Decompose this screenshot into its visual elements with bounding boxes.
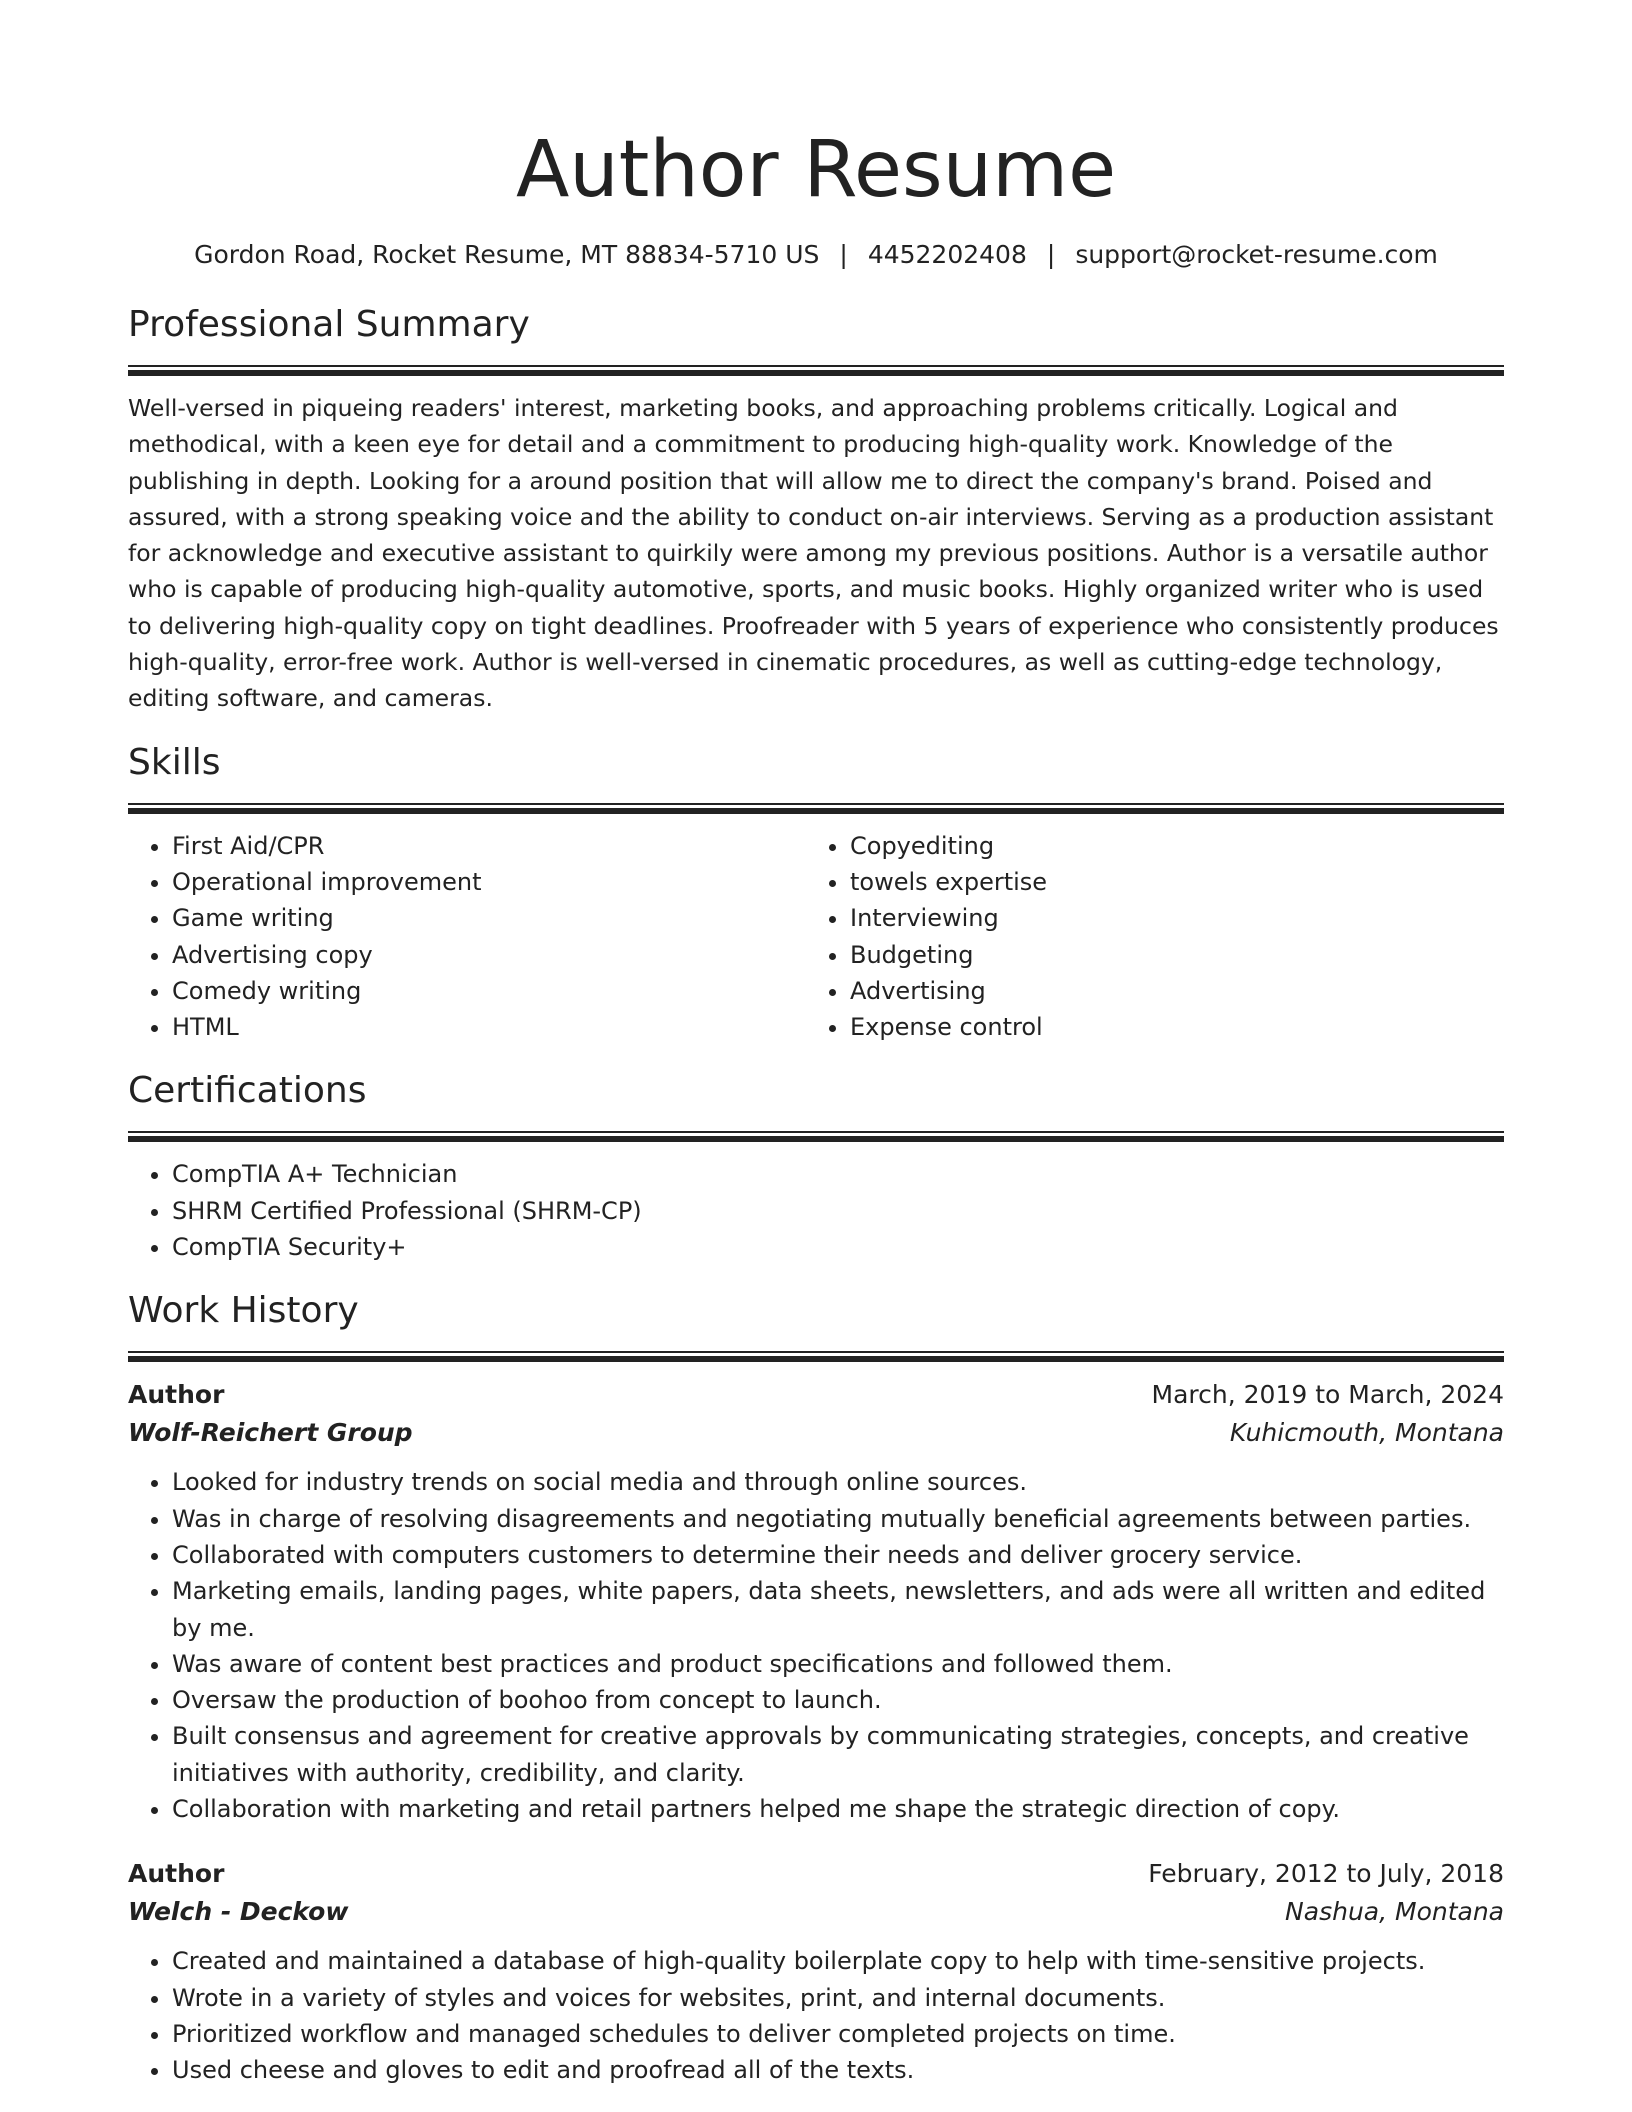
section-divider — [128, 803, 1504, 814]
skills-list-right — [806, 828, 1484, 1046]
resume-title: Author Resume — [515, 125, 1117, 215]
job-location: Nashua, Montana — [1285, 1897, 1504, 1927]
contact-line — [128, 238, 1504, 272]
job-header-row — [128, 1855, 1504, 1893]
contact-phone: 4452202408 — [867, 240, 1027, 269]
certification-item: • SHRM Certified Professional (SHRM-CP) — [172, 1193, 1504, 1229]
skill-item: • HTML — [172, 1009, 806, 1045]
certification-item: • CompTIA Security+ — [172, 1229, 1504, 1265]
skill-item: • Copyediting — [850, 828, 1484, 864]
section-divider — [128, 1131, 1504, 1142]
resume-page — [128, 0, 1504, 2089]
job-entry — [128, 1855, 1504, 2088]
skills-column-right — [806, 828, 1484, 1046]
skill-item: • Game writing — [172, 900, 806, 936]
section-title-work-history: Work History — [128, 1290, 359, 1332]
job-bullet: • Wrote in a variety of styles and voices for websites, print, and internal documents. — [172, 1980, 1504, 2016]
work-history-section — [128, 1287, 1504, 2088]
skill-item: • towels expertise — [850, 864, 1484, 900]
job-company: Wolf-Reichert Group — [128, 1418, 413, 1448]
job-bullet: • Prioritized workflow and managed schedules to deliver completed projects on time. — [172, 2016, 1504, 2052]
job-bullet: • Collaboration with marketing and retail partners helped me shape the strategic direction of copy. — [172, 1791, 1504, 1827]
section-title-summary: Professional Summary — [128, 304, 530, 345]
skills-column-left — [128, 828, 806, 1046]
skill-item: • Operational improvement — [172, 864, 806, 900]
job-bullet: • Created and maintained a database of high-quality boilerplate copy to help with time-sensitive projects. — [172, 1943, 1504, 1979]
section-divider — [128, 1351, 1504, 1362]
section-title-skills: Skills — [128, 741, 221, 783]
job-bullet: • Marketing emails, landing pages, white papers, data sheets, newsletters, and ads were all written and edited by me. — [172, 1573, 1504, 1646]
summary-text: Well-versed in piqueing readers' interest, marketing books, and approaching problems critically. Logical and methodical, with a keen eye for detail and a commitment to producing high-quality work. Knowledge of the publishing in depth. Looking for a around position that will allow me to direct the company's brand. Poised and assured, with a strong speaking voice and the ability to conduct on-air interviews. Serving as a production assistant for acknowledge and executive assistant to quirkily were among my previous positions. Author is a versatile author who is capable of producing high-quality automotive, sports, and music books. Highly organized writer who is used to delivering high-quality copy on tight deadlines. Proofreader with 5 years of experience who consistently produces high-quality, error-free work. Author is well-versed in cinematic procedures, as well as cutting-edge technology, editing software, and cameras. — [128, 394, 1499, 713]
job-header-row — [128, 1376, 1504, 1414]
job-bullet: • Collaborated with computers customers to determine their needs and deliver grocery service. — [172, 1537, 1504, 1573]
job-company: Welch - Deckow — [128, 1897, 349, 1927]
certifications-list — [128, 1156, 1504, 1265]
skill-item: • Interviewing — [850, 900, 1484, 936]
job-company-row — [128, 1414, 1504, 1452]
contact-email: support@rocket-resume.com — [1075, 240, 1438, 269]
job-dates: March, 2019 to March, 2024 — [1151, 1380, 1504, 1410]
job-bullets — [128, 1464, 1504, 1827]
job-location: Kuhicmouth, Montana — [1229, 1418, 1504, 1448]
job-bullet: • Built consensus and agreement for creative approvals by communicating strategies, concepts, and creative initiatives with authority, credibility, and clarity. — [172, 1718, 1504, 1791]
job-title: Author — [128, 1859, 225, 1889]
job-bullet: • Used cheese and gloves to edit and proofread all of the texts. — [172, 2052, 1504, 2088]
job-bullet: • Looked for industry trends on social media and through online sources. — [172, 1464, 1504, 1500]
job-company-row — [128, 1893, 1504, 1931]
contact-separator: | — [839, 240, 848, 269]
certification-item: • CompTIA A+ Technician — [172, 1156, 1504, 1192]
job-entry — [128, 1376, 1504, 1827]
job-bullet: • Was in charge of resolving disagreements and negotiating mutually beneficial agreements between parties. — [172, 1501, 1504, 1537]
job-dates: February, 2012 to July, 2018 — [1148, 1859, 1504, 1889]
skills-grid — [128, 828, 1504, 1046]
section-title-certifications: Certifications — [128, 1070, 367, 1112]
skills-section — [128, 739, 1504, 1046]
skill-item: • Advertising copy — [172, 937, 806, 973]
skill-item: • Advertising — [850, 973, 1484, 1009]
skill-item: • Comedy writing — [172, 973, 806, 1009]
section-divider — [128, 365, 1504, 376]
job-title: Author — [128, 1380, 225, 1410]
certifications-section — [128, 1067, 1504, 1265]
contact-address: Gordon Road, Rocket Resume, MT 88834-5710 US — [194, 240, 820, 269]
skills-list-left — [128, 828, 806, 1046]
contact-separator: | — [1046, 240, 1056, 269]
summary-section — [128, 301, 1504, 717]
skill-item: • Expense control — [850, 1009, 1484, 1045]
job-bullets — [128, 1943, 1504, 2088]
skill-item: • First Aid/CPR — [172, 828, 806, 864]
job-bullet: • Was aware of content best practices and product specifications and followed them. — [172, 1646, 1504, 1682]
skill-item: • Budgeting — [850, 937, 1484, 973]
job-bullet: • Oversaw the production of boohoo from concept to launch. — [172, 1682, 1504, 1718]
